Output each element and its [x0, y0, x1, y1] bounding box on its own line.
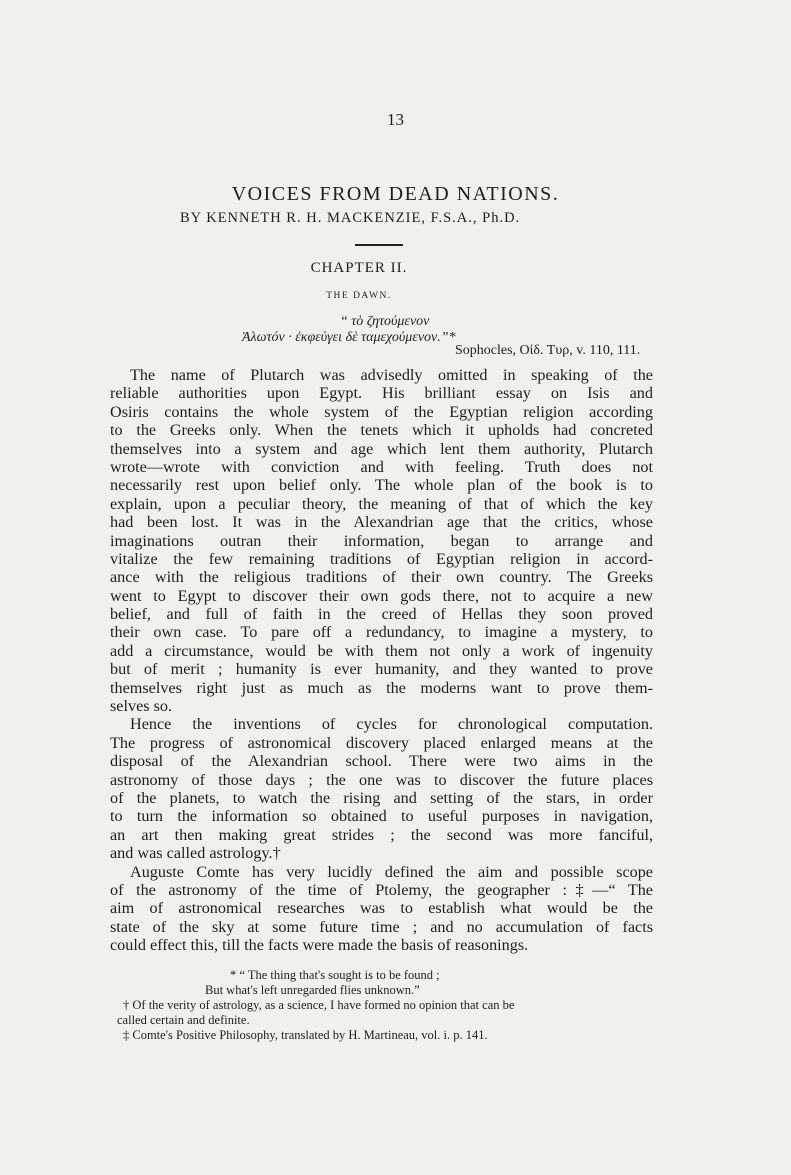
- text-line: had been lost. It was in the Alexandrian age that the critics, whose: [110, 513, 653, 532]
- footnote-1-line-1: * “ The thing that's sought is to be found ;: [230, 968, 440, 982]
- author-byline: BY KENNETH R. H. MACKENZIE, F.S.A., Ph.D.: [180, 210, 521, 226]
- text-line: astronomy of those days ; the one was to discover the future places: [110, 770, 653, 789]
- text-line: vitalize the few remaining traditions of Egyptian religion in accord-: [110, 549, 653, 568]
- epigraph-line-1: “ τὸ ζητούμενον: [340, 314, 430, 329]
- text-line: disposal of the Alexandrian school. There were two aims in the: [110, 752, 653, 771]
- text-line: of the astronomy of the time of Ptolemy, the geographer :‡—“ The: [110, 880, 653, 899]
- text-line: add a circumstance, would be with them not only a work of ingenuity: [110, 641, 653, 660]
- text-line: The name of Plutarch was advisedly omitted in speaking of the: [130, 366, 653, 384]
- text-line: imaginations outran their information, began to arrange and: [110, 531, 653, 550]
- footnote-1-line-2: But what's left unregarded flies unknown.”: [205, 983, 420, 997]
- text-line: state of the sky at some future time ; and no accumulation of facts: [110, 917, 653, 936]
- text-line: and was called astrology.†: [110, 844, 281, 863]
- text-line: themselves right just as much as the moderns want to prove them-: [110, 678, 653, 697]
- text-line: explain, upon a peculiar theory, the meaning of that of which the key: [110, 494, 653, 513]
- paragraph-3: [110, 863, 653, 955]
- paragraph-2: [110, 715, 653, 862]
- text-line: but of merit ; humanity is ever humanity, and they wanted to prove: [110, 660, 653, 679]
- article-title: VOICES FROM DEAD NATIONS.: [231, 183, 560, 205]
- text-line: ance with the religious traditions of their own country. The Greeks: [110, 568, 653, 587]
- chapter-subheading: THE DAWN.: [326, 291, 392, 301]
- text-line: reliable authorities upon Egypt. His brilliant essay on Isis and: [110, 384, 653, 403]
- text-line: belief, and full of faith in the creed of Hellas they soon proved: [110, 605, 653, 624]
- text-line: went to Egypt to discover their own gods there, not to acquire a new: [110, 586, 653, 605]
- text-line: to the Greeks only. When the tenets which it upholds had concreted: [110, 421, 653, 440]
- text-line: The progress of astronomical discovery placed enlarged means at the: [110, 733, 653, 752]
- text-line: Auguste Comte has very lucidly defined the aim and possible scope: [130, 862, 653, 881]
- footnotes: [117, 968, 654, 1043]
- epigraph-line-2: Ἁλωτόν · ἐκφεύγει δὲ ταμεχούμενον.”*: [242, 330, 456, 345]
- footnote-2-line-1: † Of the verity of astrology, as a science, I have formed no opinion that can be: [123, 998, 515, 1012]
- text-line: could effect this, till the facts were made the basis of reasonings.: [110, 936, 529, 955]
- text-line: of the planets, to watch the rising and setting of the stars, in order: [110, 788, 653, 807]
- text-line: necessarily rest upon belief only. The whole plan of the book is to: [110, 476, 653, 495]
- text-line: their own case. To pare off a redundancy, to imagine a mystery, to: [110, 623, 653, 642]
- text-line: selves so.: [110, 697, 173, 716]
- title-divider: [355, 244, 403, 246]
- footnote-3-line-1: ‡ Comte's Positive Philosophy, translated by H. Martineau, vol. i. p. 141.: [123, 1028, 488, 1042]
- chapter-heading: CHAPTER II.: [310, 260, 408, 276]
- body-text: [110, 366, 653, 955]
- text-line: themselves into a system and age which lent them authority, Plutarch: [110, 439, 653, 458]
- text-line: Hence the inventions of cycles for chronological computation.: [130, 715, 653, 734]
- text-line: Osiris contains the whole system of the Egyptian religion according: [110, 402, 653, 421]
- text-line: an art then making great strides ; the second was more fanciful,: [110, 825, 653, 844]
- paragraph-1: [110, 366, 653, 715]
- page-number: 13: [387, 110, 404, 129]
- text-line: wrote—wrote with conviction and with feeling. Truth does not: [110, 457, 653, 476]
- text-line: aim of astronomical researches was to establish what would be the: [110, 899, 653, 918]
- footnote-2-line-2: called certain and definite.: [117, 1013, 250, 1027]
- epigraph-source: Sophocles, Οἰδ. Τυρ, v. 110, 111.: [455, 343, 641, 358]
- text-line: to turn the information so obtained to useful purposes in navigation,: [110, 807, 653, 826]
